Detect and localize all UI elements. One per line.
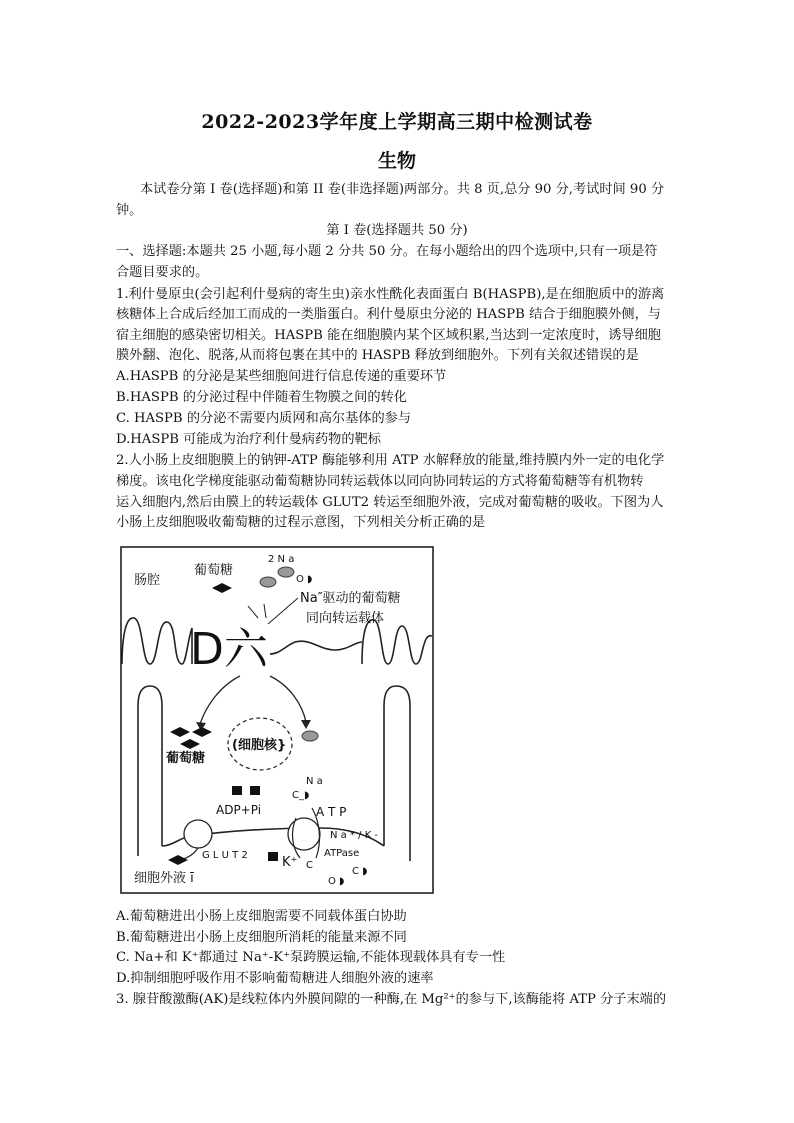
glucose-absorption-diagram	[120, 546, 434, 894]
q2-stem-line-3: 运入细胞内,然后由膜上的转运载体 GLUT2 转运至细胞外液，完成对葡萄糖的吸收。下图为人	[116, 495, 664, 510]
pump-label-2: ATPase	[324, 848, 360, 859]
c-pair-label: C ◗	[352, 866, 368, 877]
part-title: 第 I 卷(选择题共 50 分)	[326, 223, 468, 238]
cotransporter-glyph: D六	[190, 624, 268, 675]
na-top-ions: O ◗	[296, 574, 313, 585]
q1-stem-line-2: 核糖体上合成后经加工而成的一类脂蛋白。利什曼原虫分泌的 HASPB 结合于细胞膜外侧，与	[116, 307, 661, 322]
q1-option-c: C. HASPB 的分泌不需要内质网和高尔基体的参与	[116, 411, 412, 426]
q1-option-b: B.HASPB 的分泌过程中伴随着生物膜之间的转化	[116, 390, 407, 405]
q2-stem-line-2: 梯度。该电化学梯度能驱动葡萄糖协同转运载体以同向协同转运的方式将葡萄糖等有机物转	[116, 474, 644, 489]
c-label: C	[306, 860, 313, 871]
q1-stem-line-4: 膜外翻、泡化、脱落,从而将包裹在其中的 HASPB 释放到细胞外。下列有关叙述错误的是	[116, 348, 639, 363]
q2-option-a: A.葡萄糖进出小肠上皮细胞需要不同载体蛋白协助	[116, 909, 407, 924]
k-ion-icon	[232, 786, 242, 795]
cotransporter-label-1: Na″驱动的葡萄糖	[300, 591, 401, 606]
q2-stem-line-4: 小肠上皮细胞吸收葡萄糖的过程示意图，下列相关分析正确的是	[116, 515, 486, 530]
intro-line-2: 钟。	[116, 203, 143, 218]
atp-label: A T P	[316, 805, 347, 819]
q1-option-d: D.HASPB 可能成为治疗利什曼病药物的靶标	[116, 432, 381, 447]
na-ion-icon	[302, 731, 318, 741]
k-ion-icon	[268, 852, 278, 861]
q3-stem-line-1: 3. 腺苷酸激酶(AK)是线粒体内外膜间隙的一种酶,在 Mg²⁺的参与下,该酶能将 ATP 分子末端的	[116, 992, 667, 1007]
cotransporter-label-2: 同向转运载体	[306, 611, 385, 626]
na-inside-ions: C_◗	[292, 790, 310, 801]
q1-option-a: A.HASPB 的分泌是某些细胞间进行信息传递的重要环节	[116, 369, 447, 384]
section-header-line-2: 合题目要求的。	[116, 265, 209, 280]
glut2-label: G L U T 2	[202, 850, 248, 861]
q1-stem-line-1: 1.利什曼原虫(会引起利什曼病的寄生虫)亲水性酰化表面蛋白 B(HASPB),是在细胞质中的游离	[116, 287, 665, 302]
k-ion-icon	[250, 786, 260, 795]
nucleus-label: (细胞核}	[232, 738, 287, 753]
lumen-label: 肠腔	[134, 573, 161, 588]
intro-line-1: 本试卷分第 I 卷(选择题)和第 II 卷(非选择题)两部分。共 8 页,总分 90 分,考试时间 90 分	[140, 182, 665, 197]
glucose-inside-label: 葡萄糖	[166, 751, 206, 766]
exam-subject: 生物	[377, 150, 416, 172]
na-ion-icon	[278, 567, 294, 577]
q2-option-d: D.抑制细胞呼吸作用不影响葡萄糖进人细胞外液的速率	[116, 971, 434, 986]
na-top-label: 2 N a	[268, 554, 295, 565]
glucose-top-label: 葡萄糖	[194, 563, 234, 578]
q1-stem-line-3: 宿主细胞的感染密切相关。HASPB 能在细胞膜内某个区域积累,当达到一定浓度时，诱导细胞	[116, 328, 661, 343]
pump-label-1: N a * / K -	[330, 830, 379, 841]
q2-option-c: C. Na+和 K⁺都通过 Na⁺-K⁺泵跨膜运输,不能体现载体具有专一性	[116, 950, 506, 965]
section-header-line-1: 一、选择题:本题共 25 小题,每小题 2 分共 50 分。在每小题给出的四个选项中,只有一项是符	[116, 244, 658, 259]
na-inside-label: N a	[306, 776, 323, 787]
na-ion-icon	[260, 577, 276, 587]
extracellular-label: 细胞外液 ī	[134, 871, 194, 886]
exam-title: 2022-2023学年度上学期高三期中检测试卷	[201, 111, 593, 133]
k-plus-label: K⁺	[282, 855, 298, 870]
o-pair-label: O ◗	[328, 876, 345, 887]
q2-option-b: B.葡萄糖进出小肠上皮细胞所消耗的能量来源不同	[116, 930, 407, 945]
adp-pi-label: ADP+Pi	[216, 803, 262, 817]
glut2-transporter-icon	[184, 820, 212, 848]
q2-stem-line-1: 2.人小肠上皮细胞膜上的钠钾-ATP 酶能够利用 ATP 水解释放的能量,维持膜内外一定的电化学	[116, 453, 665, 468]
